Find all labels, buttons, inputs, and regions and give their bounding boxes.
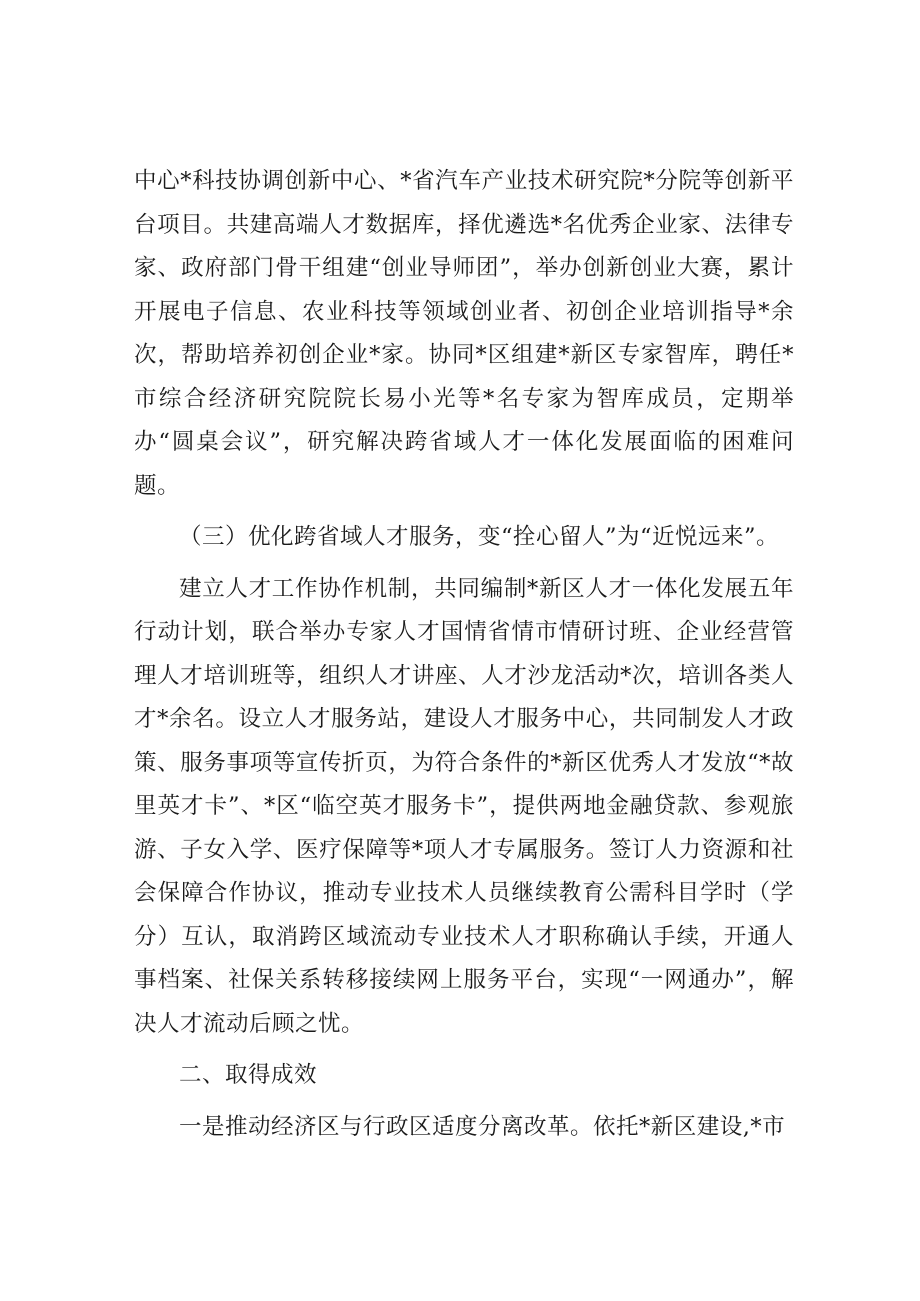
paragraph-talent-cooperation: 建立人才工作协作机制，共同编制*新区人才一体化发展五年行动计划，联合举办专家人才国情省情市情研讨班、企业经营管理人才培训班等，组织人才讲座、人才沙龙活动*次，培训各类人才*余名。设立人才服务站，建设人才服务中心，共同制发人才政策、服务事项等宣传折页，为符合条件的*新区优秀人才发放“*故里英才卡”、*区“临空英才服务卡”，提供两地金融贷款、参观旅游、子女入学、医疗保障等*项人才专属服务。签订人力资源和社会保障合作协议，推动专业技术人员继续教育公需科目学时（学分）互认，取消跨区域流动专业技术人才职称确认手续，开通人事档案、社保关系转移接续网上服务平台，实现“一网通办”，解决人才流动后顾之忧。 [134,575,794,1037]
paragraph-reform: 一是推动经济区与行政区适度分离改革。依托*新区建设,*市 [179,1113,786,1140]
section-heading-talent-services: （三）优化跨省域人才服务，变“拴心留人”为“近悦远来”。 [179,524,780,550]
document-page [134,160,794,1149]
paragraph-innovation-platforms: 中心*科技协调创新中心、*省汽车产业技术研究院*分院等创新平台项目。共建高端人才数据库，择优遴选*名优秀企业家、法律专家、政府部门骨干组建“创业导师团”，举办创新创业大赛，累计开展电子信息、农业科技等领域创业者、初创企业培训指导*余次，帮助培养初创企业*家。协同*区组建*新区专家智库，聘任*市综合经济研究院院长易小光等*名专家为智库成员，定期举办“圆桌会议”，研究解决跨省域人才一体化发展面临的困难问题。 [134,168,794,499]
section-heading-achievements: 二、取得成效 [179,1062,318,1088]
